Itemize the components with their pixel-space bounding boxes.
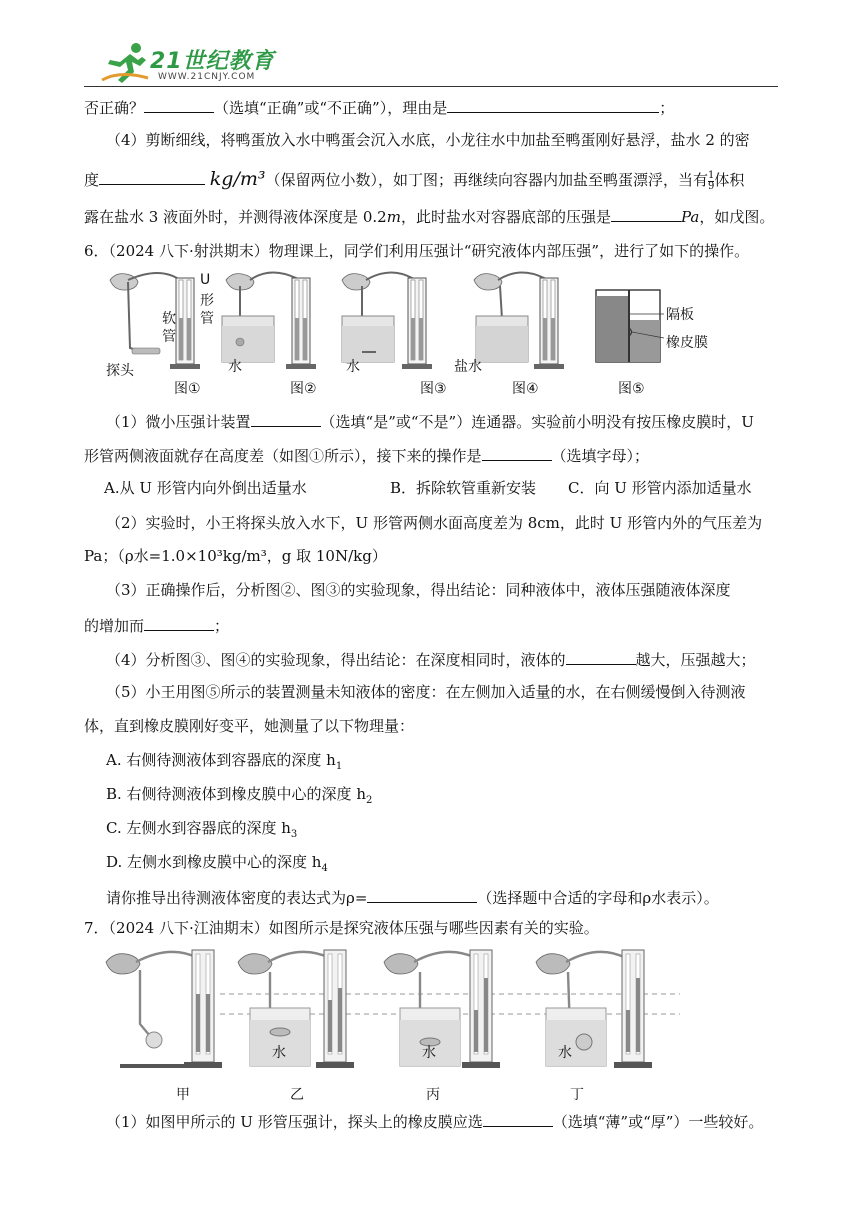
fig-caption-2: 图② [290, 381, 317, 397]
answer-blank[interactable] [611, 205, 681, 222]
measure-c-sub: 3 [290, 829, 298, 840]
pressure-gauge-figure [100, 268, 710, 372]
fig-caption-bing: 丙 [426, 1087, 440, 1103]
q5-line4 [84, 205, 774, 227]
q6-measure-b [106, 784, 372, 811]
q6-measure-c [106, 818, 297, 845]
q6-p1-c: 形管两侧液面就存在高度差（如图①所示），接下来的操作是 [84, 447, 482, 465]
label-q7-water-bing: 水 [422, 1045, 436, 1061]
q6-title: 6．（2024 八下·射洪期末）物理课上，同学们利用压强计“研究液体内部压强”，进行了如下的操作。 [84, 242, 750, 260]
unit-m: m [386, 208, 401, 226]
unit-kg-m3: kg/m³ [209, 168, 266, 190]
q5-line4-b: ，此时盐水对容器底部的压强是 [400, 208, 611, 226]
q5-line3-a: 度 [84, 171, 100, 189]
q5-line4-c: ，如戊图。 [699, 208, 775, 226]
label-water-1: 水 [228, 359, 242, 375]
answer-blank[interactable] [251, 410, 321, 427]
label-brine: 盐水 [454, 359, 482, 375]
q6-p1-b: （选填“是”或“不是”）连通器。实验前小明没有按压橡皮膜时，U [320, 413, 754, 431]
q6-p3-line1: （3）正确操作后，分析图②、图③的实验现象，得出结论：同种液体中，液体压强随液体深度 [106, 581, 731, 599]
q5-line1-a: 否正确？ [84, 99, 145, 117]
answer-blank[interactable] [144, 96, 214, 113]
q6-p6-a: 请你推导出待测液体密度的表达式为ρ= [106, 889, 368, 907]
label-guan2: 管 [162, 329, 176, 345]
measure-c-text: C. 左侧水到容器底的深度 h [106, 819, 291, 837]
label-water-2: 水 [346, 359, 360, 375]
measure-b-sub: 2 [366, 795, 373, 806]
frac-num: 1 [708, 169, 715, 181]
frac-den: 9 [708, 180, 715, 192]
label-q7-water-ding: 水 [558, 1045, 572, 1061]
q6-figure [100, 268, 710, 379]
q5-line1-b: （选填“正确”或“不正确”），理由是 [214, 99, 448, 117]
label-ruan: 软 [162, 311, 176, 327]
q6-p1-line2 [84, 444, 649, 466]
answer-blank[interactable] [482, 444, 552, 461]
q5-line3-b: （保留两位小数），如丁图；再继续向容器内加盐至鸭蛋漂浮，当有 [265, 171, 709, 189]
q5-line1-c: ； [659, 99, 675, 117]
measure-b-text: B. 右侧待测液体到橡皮膜中心的深度 h [106, 785, 366, 803]
q6-p5-line1: （5）小王用图⑤所示的装置测量未知液体的密度：在左侧加入适量的水，在右侧缓慢倒入待测液 [106, 683, 746, 701]
q6-p2-line2: Pa；（ρ水=1.0×10³kg/m³，g 取 10N/kg） [84, 547, 387, 565]
fig-caption-ding: 丁 [570, 1087, 584, 1103]
fig-caption-5: 图⑤ [618, 381, 645, 397]
logo-sub-text: WWW.21CNJY.COM [158, 72, 256, 82]
q5-line2: （4）剪断细线，将鸭蛋放入水中鸭蛋会沉入水底，小龙往水中加盐至鸭蛋刚好悬浮，盐水 2 的密 [106, 131, 750, 149]
label-tantou: 探头 [106, 363, 134, 379]
q5-line4-a: 露在盐水 3 液面外时，并测得液体深度是 0.2 [84, 208, 387, 226]
header-logo [100, 40, 290, 86]
q6-option-a: A.从 U 形管内向外倒出适量水 [104, 479, 307, 497]
q6-p4 [106, 648, 756, 670]
q6-option-c: C．向 U 形管内添加适量水 [568, 479, 752, 497]
q7-p1-a: （1）如图甲所示的 U 形管压强计，探头上的橡皮膜应选 [106, 1113, 483, 1131]
answer-blank[interactable] [99, 168, 205, 185]
measure-a-text: A. 右侧待测液体到容器底的深度 h [106, 751, 336, 769]
label-u: U [200, 272, 211, 288]
q6-option-b: B．拆除软管重新安装 [390, 479, 537, 497]
fig-caption-jia: 甲 [176, 1087, 190, 1103]
q6-p4-b: 越大，压强越大； [635, 651, 756, 669]
q7-p1-b: （选填“薄”或“厚”）一些较好。 [552, 1113, 764, 1131]
q6-p6 [106, 886, 719, 908]
label-partition: 隔板 [666, 307, 694, 323]
q6-p1-a: （1）微小压强计装置 [106, 413, 251, 431]
measure-d-text: D. 左侧水到橡皮膜中心的深度 h [106, 853, 322, 871]
answer-blank[interactable] [483, 1110, 553, 1127]
q7-p1 [106, 1110, 763, 1132]
measure-d-sub: 4 [321, 863, 328, 874]
q6-p3-c: ； [214, 617, 230, 635]
label-guan: 管 [200, 311, 214, 327]
answer-blank[interactable] [367, 886, 477, 903]
answer-blank[interactable] [447, 96, 659, 113]
measure-a-sub: 1 [335, 761, 343, 772]
logo-main-text: 21世纪教育 [150, 49, 275, 74]
q6-p1-d: （选填字母）； [551, 447, 650, 465]
fig-caption-yi: 乙 [290, 1087, 304, 1103]
q7-figure [100, 944, 680, 1074]
q5-line3-c: 体积 [714, 171, 745, 189]
answer-blank[interactable] [566, 648, 636, 665]
q6-p1-line1 [106, 410, 754, 432]
header-rule [84, 86, 778, 87]
q6-p3-b: 的增加而 [84, 617, 145, 635]
q6-p4-a: （4）分析图③、图④的实验现象，得出结论：在深度相同时，液体的 [106, 651, 566, 669]
q6-p5-line2: 体，直到橡皮膜刚好变平，她测量了以下物理量： [84, 717, 415, 735]
label-q7-water-yi: 水 [272, 1045, 286, 1061]
q7-title: 7．（2024 八下·江油期末）如图所示是探究液体压强与哪些因素有关的实验。 [84, 919, 599, 937]
label-membrane: 橡皮膜 [666, 335, 708, 351]
label-xing: 形 [200, 293, 214, 309]
q6-p3-line2 [84, 614, 229, 636]
q6-measure-a [106, 750, 342, 777]
q6-p6-b: （选择题中合适的字母和ρ水表示）。 [477, 889, 719, 907]
q6-p2-line1: （2）实验时，小王将探头放入水下，U 形管两侧水面高度差为 8cm，此时 U 形管内外的气压差为 [106, 514, 763, 532]
q7-pressure-gauge-figure [100, 944, 680, 1074]
q5-line3 [84, 166, 744, 193]
q5-line1 [84, 96, 674, 118]
fig-caption-3: 图③ [420, 381, 447, 397]
answer-blank[interactable] [144, 614, 214, 631]
unit-pa: Pa [680, 208, 700, 226]
fig-caption-4: 图④ [512, 381, 539, 397]
fig-caption-1: 图① [174, 381, 201, 397]
runner-logo-icon [100, 40, 152, 84]
q6-measure-d [106, 852, 328, 879]
